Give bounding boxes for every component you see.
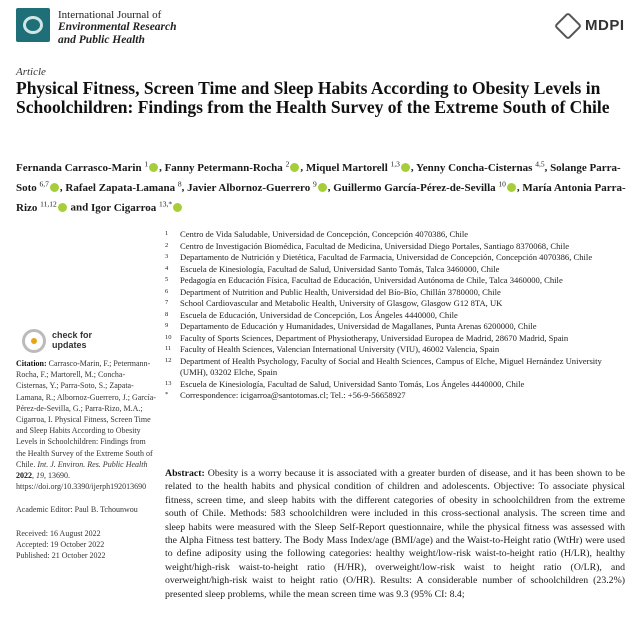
check-updates-line1: check for <box>52 330 93 340</box>
author-affiliation-marks: 11,12 <box>40 199 57 209</box>
received-date: Received: 16 August 2022 <box>16 528 101 538</box>
author[interactable] <box>91 199 183 214</box>
affiliation-text: Pedagogía en Educación Física, Facultad de Educación, Universidad Autónoma de Chile, Talca 3460000, Chile <box>180 275 563 285</box>
academic-editor: Academic Editor: Paul B. Tchounwou <box>16 505 138 515</box>
check-updates-icon <box>22 329 46 353</box>
author[interactable] <box>305 159 411 174</box>
check-for-updates-button[interactable] <box>22 328 156 358</box>
journal-name-line1: International Journal of <box>58 9 162 21</box>
affiliation-item <box>165 298 625 310</box>
author-affiliation-marks: 1 <box>144 159 149 168</box>
affiliation-number: 12 <box>165 356 172 364</box>
author-conjunction: and <box>70 201 89 214</box>
affiliation-item <box>165 264 625 276</box>
author[interactable] <box>164 159 301 174</box>
affiliation-number: 8 <box>165 310 169 318</box>
mdpi-hexagon-icon <box>554 12 582 40</box>
affiliation-number: 6 <box>165 287 169 295</box>
author-name: Solange Parra-Soto <box>16 161 621 194</box>
affiliation-text: Department of Health Psychology, Faculty of Social and Health Sciences, Campus of Elche, Miguel Hernández University (UMH), 03202 Elche, Spain <box>180 355 602 377</box>
citation: Citation: Carrasco-Marin, F.; Petermann-Rocha, F.; Martorell, M.; Concha-Cisternas, Y.; Parra-Soto, S.; Zapata-Lamana, R.; Albornoz-Guerrero, J.; García-Pérez-de-Sevilla, G.; Parra-Rizo, M.A.; Cigarroa, I. Physical Fitness, Screen Time and Sleep Habits According to Obesity Levels in Schoolchildren: Findings from the Health Survey of the Extreme South of Chile. Int. J. Environ. Res. Public Health 2022, 19, 13690. https://doi.org/10.3390/ijerph192013690 <box>16 359 156 492</box>
affiliation-number: 13 <box>165 379 172 387</box>
author-affiliation-marks: 10 <box>498 179 506 189</box>
orcid-icon[interactable] <box>507 183 516 192</box>
publication-dates <box>16 528 156 562</box>
author-affiliation-marks: 1,3 <box>390 159 400 168</box>
citation-year: 2022 <box>16 471 32 481</box>
affiliation-text: Centro de Vida Saludable, Universidad de Concepción, Concepción 4070386, Chile <box>180 229 469 239</box>
author[interactable] <box>65 179 182 194</box>
author-affiliation-marks: 6,7 <box>39 179 49 189</box>
abstract-text: Obesity is a worry because it is associated with a greater burden of disease, and it has been shown to be related to the health habits and physical condition of children and adolescents. Objective: To associate physical fitness, screen time, and sleep habits with the different categories of obesity in schoolchildren from the extreme south of Chile. Methods: 583 schoolchildren were included in this cross-sectional analysis. The screen time and sleep habits were measured with the Sleep Self-Report questionnaire, while the physical fitness was assessed with the Alpha Fitness test battery. The Body Mass Index/age (BMI/age) and the Waist-to-Height ratio (WtHr) were used to define adiposity using the following categories: healthy weight/low-risk waist-to-height ratio (H/LR), healthy weight/high-risk waist-to-height ratio (H/HR), overweight/low-risk waist to height ratio (O/LR), and overweight/high-risk waist to height ratio (O/HR). Results: A considerable number of schoolchildren (23.2%) presented sleep problems, while the mean screen time was 9.3 (95% CI: 8.4; <box>165 468 625 600</box>
journal-logo-icon <box>16 8 50 42</box>
orcid-icon[interactable] <box>58 203 67 212</box>
author-name: Guillermo García-Pérez-de-Sevilla <box>333 181 496 194</box>
affiliation-number: 1 <box>165 230 169 237</box>
journal-name-line2: Environmental Research <box>58 21 177 33</box>
affiliation-text: School Cardiovascular and Metabolic Health, University of Glasgow, Glasgow G12 8TA, UK <box>180 298 503 308</box>
affiliation-text: Faculty of Sports Sciences, Department of Physiotherapy, Universidad Europea de Madrid, 28670 Madrid, Spain <box>180 332 569 343</box>
author[interactable] <box>187 179 328 194</box>
affiliation-number: 11 <box>165 345 172 352</box>
abstract <box>165 467 625 601</box>
affiliation-text: Centro de Investigación Biomédica, Facultad de Medicina, Universidad Diego Portales, Santiago 8370068, Chile <box>180 240 570 251</box>
journal-name-line3: and Public Health <box>58 34 145 46</box>
affiliation-text: Department of Nutrition and Public Health, Universidad del Bío-Bío, Chillán 3780000, Chile <box>180 286 501 297</box>
article-type: Article <box>16 66 46 78</box>
author-name: Fernanda Carrasco-Marin <box>16 161 142 174</box>
citation-text: Carrasco-Marin, F.; Petermann-Rocha, F.; Martorell, M.; Concha-Cisternas, Y.; Parra-Soto, S.; Zapata-Lamana, R.; Albornoz-Guerrero, J.; García-Pérez-de-Sevilla, G.; Parra-Rizo, M.A.; Cigarroa, I. Physical Fitness, Screen Time and Sleep Habits According to Obesity Levels in Schoolchildren: Findings from the Health Survey of the Extreme South of Chile. <box>16 359 156 469</box>
affiliation-number: 7 <box>165 299 169 306</box>
author-affiliation-marks: 9 <box>312 179 317 189</box>
affiliation-number: 5 <box>165 276 169 283</box>
citation-volume: 19 <box>36 471 44 481</box>
affiliation-text: Departamento de Nutrición y Dietética, Facultad de Farmacia, Universidad de Concepción, Concepción 4070386, Chile <box>180 252 593 262</box>
orcid-icon[interactable] <box>401 163 410 172</box>
affiliation-item <box>165 379 625 391</box>
affiliation-number: 9 <box>165 322 169 329</box>
affiliation-text: Departamento de Educación y Humanidades, Universidad de Magallanes, Punta Arenas 6200000, Chile <box>180 321 537 331</box>
sidebar <box>16 328 156 561</box>
affiliation-number: 4 <box>165 264 169 272</box>
publisher-logo <box>558 14 625 40</box>
author-name: Rafael Zapata-Lamana <box>65 181 176 194</box>
affiliation-item <box>165 287 625 299</box>
orcid-icon[interactable] <box>149 163 158 172</box>
accepted-date: Accepted: 19 October 2022 <box>16 539 105 549</box>
author[interactable] <box>416 159 545 174</box>
affiliation-item <box>165 333 625 345</box>
author-affiliation-marks: 8 <box>177 179 182 189</box>
author-name: Yenny Concha-Cisternas <box>416 161 533 174</box>
affiliation-item <box>165 344 625 356</box>
affiliation-text: Escuela de Kinesiología, Facultad de Salud, Universidad Santo Tomás, Talca 3460000, Chile <box>180 263 500 274</box>
author-affiliation-marks: 4,5 <box>535 159 545 168</box>
affiliation-item <box>165 310 625 322</box>
affiliation-item <box>165 356 625 379</box>
affiliation-text: Escuela de Kinesiología, Facultad de Salud, Universidad Santo Tomás, Los Ángeles 4440000, Chile <box>180 378 525 389</box>
affiliation-item <box>165 229 625 241</box>
author-name: Miquel Martorell <box>305 161 388 174</box>
author-affiliation-marks: 13,* <box>159 199 173 209</box>
author-affiliation-marks: 2 <box>285 159 290 168</box>
author-name: Fanny Petermann-Rocha <box>164 161 283 174</box>
orcid-icon[interactable] <box>173 203 182 212</box>
affiliation-number: 2 <box>165 241 169 249</box>
affiliation-number: 10 <box>165 333 172 341</box>
author-name: María Antonia Parra-Rizo <box>16 181 626 214</box>
orcid-icon[interactable] <box>290 163 299 172</box>
check-updates-line2: updates <box>52 340 87 350</box>
journal-logo <box>16 6 336 44</box>
author-name: Javier Albornoz-Guerrero <box>187 181 311 194</box>
author[interactable] <box>16 159 159 174</box>
affiliation-text: Correspondence: icigarroa@santotomas.cl; Tel.: +56-9-56658927 <box>180 390 406 400</box>
abstract-label: Abstract: <box>165 468 205 479</box>
author-list: Fernanda Carrasco-Marin $^1$ , Fanny Petermann-Rocha $^2$ , Miquel Martorell $^{1,3}$ , Yenny Concha-Cisternas $^{4,5}$, Solange Parra-Soto $^{6,7}$ , Rafael Zapata-Lamana $^8$, Javier Albornoz-Guerrero $^9$ , Guillermo García-Pérez-de-Sevilla $^{10}$ , María Antonia Parra-Rizo $^{11,12}$ and Igor Cigarroa $^{13,*}$ <box>16 159 626 214</box>
author[interactable] <box>333 179 517 194</box>
affiliation-item <box>165 321 625 333</box>
author-name: Igor Cigarroa <box>91 201 157 214</box>
orcid-icon[interactable] <box>318 183 327 192</box>
affiliation-text: Escuela de Educación, Universidad de Concepción, Los Ángeles 4440000, Chile <box>180 309 458 320</box>
citation-doi[interactable]: , 13690. https://doi.org/10.3390/ijerph192013690 <box>16 471 147 492</box>
published-date: Published: 21 October 2022 <box>16 551 106 561</box>
affiliation-number: * <box>165 391 169 398</box>
publisher-name: MDPI <box>585 17 625 34</box>
article-title: Physical Fitness, Screen Time and Sleep Habits According to Obesity Levels in Schoolchildren: Findings from the Health Survey of the Extreme South of Chile <box>16 78 610 117</box>
affiliation-item <box>165 390 625 402</box>
affiliation-item <box>165 275 625 287</box>
citation-label: Citation: <box>16 359 47 368</box>
affiliation-list <box>165 229 625 402</box>
citation-journal: Int. J. Environ. Res. Public Health <box>37 459 148 469</box>
affiliation-item <box>165 241 625 253</box>
affiliation-item <box>165 252 625 264</box>
affiliation-text: Faculty of Health Sciences, Valencian International University (VIU), 46002 Valencia, Spain <box>180 344 500 354</box>
affiliation-number: 3 <box>165 253 169 260</box>
orcid-icon[interactable] <box>50 183 59 192</box>
